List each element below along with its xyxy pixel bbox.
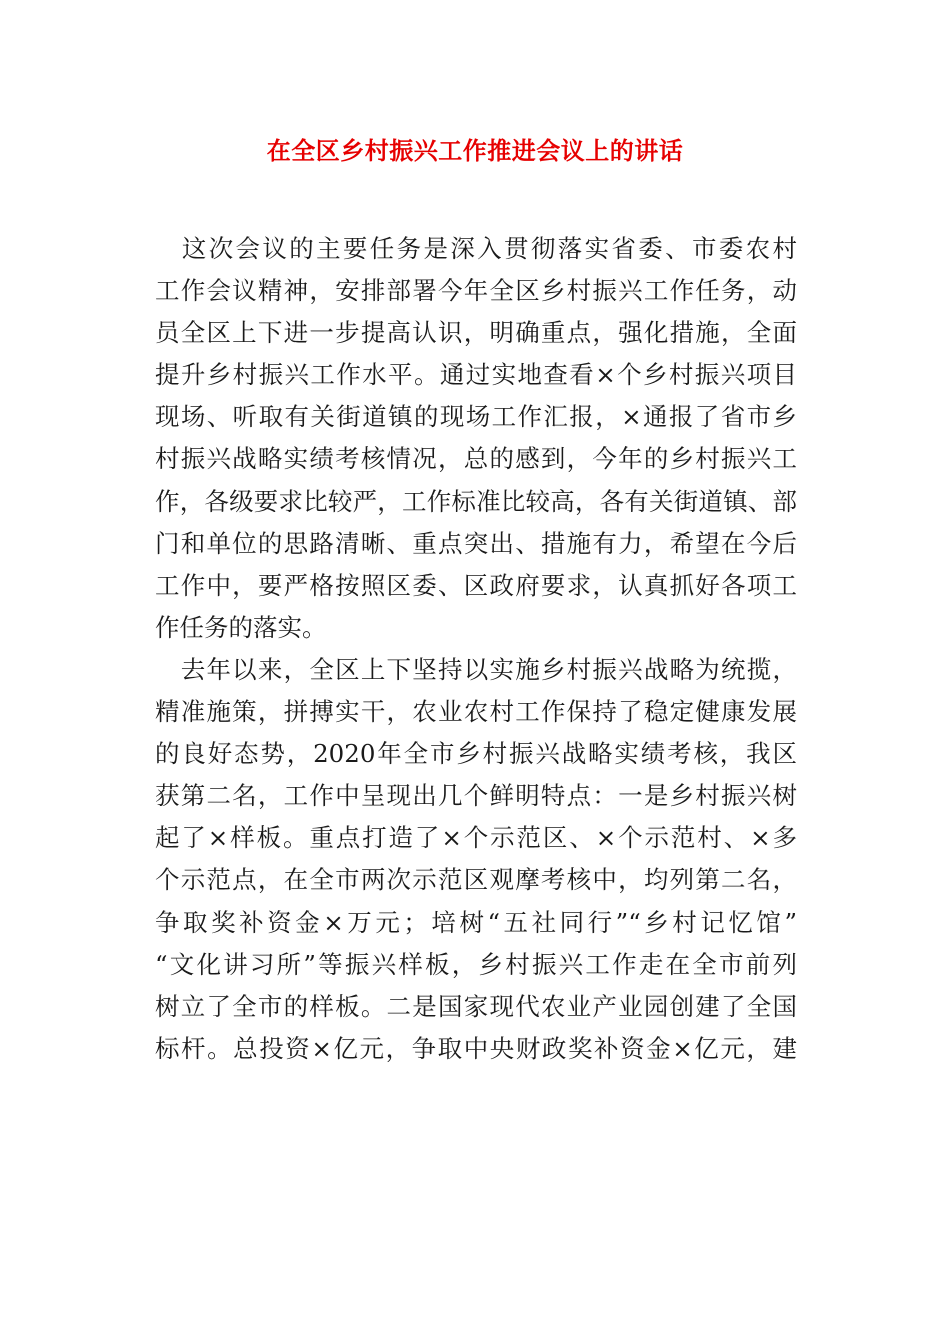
text-line: 提升乡村振兴工作水平。通过实地查看×个乡村振兴项目 — [155, 360, 797, 390]
text-line: 这次会议的主要任务是深入贯彻落实省委、市委农村 — [155, 234, 797, 263]
text-line: 标杆。总投资×亿元，争取中央财政奖补资金×亿元，建 — [155, 1033, 797, 1063]
text-line: 工作中，要严格按照区委、区政府要求，认真抓好各项工 — [155, 570, 797, 600]
document-title: 在全区乡村振兴工作推进会议上的讲话 — [266, 136, 684, 165]
text-line: 村振兴战略实绩考核情况，总的感到，今年的乡村振兴工 — [155, 444, 797, 474]
text-line: 作，各级要求比较严，工作标准比较高，各有关街道镇、部 — [155, 486, 797, 516]
text-line: 门和单位的思路清晰、重点突出、措施有力，希望在今后 — [155, 528, 797, 558]
text-line: 现场、听取有关街道镇的现场工作汇报，×通报了省市乡 — [155, 402, 797, 432]
text-line: 树立了全市的样板。二是国家现代农业产业园创建了全国 — [155, 991, 797, 1021]
text-line: “文化讲习所”等振兴样板，乡村振兴工作走在全市前列 — [155, 949, 797, 979]
text-line: 起了×样板。重点打造了×个示范区、×个示范村、×多 — [155, 823, 797, 853]
text-line: 的良好态势，2020年全市乡村振兴战略实绩考核，我区 — [155, 739, 797, 769]
document-body — [155, 228, 797, 1070]
text-line: 员全区上下进一步提高认识，明确重点，强化措施，全面 — [155, 318, 797, 348]
text-line: 去年以来，全区上下坚持以实施乡村振兴战略为统揽， — [155, 654, 797, 684]
text-line: 工作会议精神，安排部署今年全区乡村振兴工作任务，动 — [155, 276, 797, 306]
text-line: 争取奖补资金×万元；培树“五社同行”“乡村记忆馆” — [155, 907, 797, 937]
text-line: 精准施策，拼搏实干，农业农村工作保持了稳定健康发展 — [155, 697, 797, 727]
text-line: 作任务的落实。 — [155, 612, 327, 642]
text-line: 个示范点，在全市两次示范区观摩考核中，均列第二名， — [155, 865, 797, 895]
text-line: 获第二名，工作中呈现出几个鲜明特点：一是乡村振兴树 — [155, 781, 797, 811]
